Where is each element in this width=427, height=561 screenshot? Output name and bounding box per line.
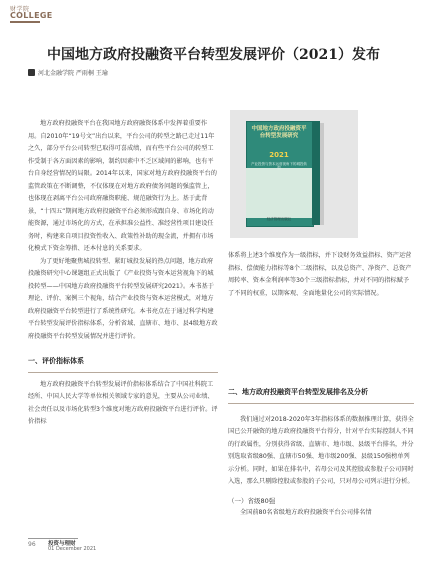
paragraph: 为了更好地聚焦城投转型、紧盯城投发展的热点问题，地方政府投融资研究中心课题组正式出版了《产业投资与资本运营视角下的城投转型——中国地方政府投融资平台转型发展研究2021》。本书基于理论、评价、案例三个视角，结合产业投资与资本运营模式，对地方政府投融资平台转型进行了系统性研究。本书亮点在于通过科学构建平台转型发展评价指标体系，分析省域、直辖市、地市、县4级地方政府投融资平台转型发展情况并进行评价。 — [28, 257, 218, 340]
section-divider — [10, 21, 40, 23]
section-heading: 二、地方政府投融资平台转型发展排名及分析 — [228, 388, 368, 396]
paragraph: 体系将上述3个维度作为一级指标，并下设财务效益指标、资产运营指标、偿债能力指标等8个二级指标，以及总资产、净资产、总资产周转率、资本金利润率等30个三级指标指标，并对不同的指标赋予了不同的权重，以期客观、全面地量化公司的实际情况。 — [228, 252, 412, 297]
right-column-section — [228, 386, 414, 520]
book-publisher: 经济管理出版社 — [266, 217, 292, 221]
book-shadow — [320, 123, 324, 225]
section-rule — [228, 403, 414, 404]
article-title: 中国地方政府投融资平台转型发展评价（2021）发布 — [47, 47, 380, 63]
book-subtitle: 产业投资与资本运营视角下的城投转型 — [251, 162, 307, 170]
book-art — [246, 168, 313, 218]
section-heading: 一、评价指标体系 — [28, 357, 84, 365]
book-title: 中国地方政府投融资平台转型发展研究 — [251, 126, 307, 139]
pen-icon — [28, 69, 35, 76]
paragraph: 地方政府投融资平台在我国地方政府融资体系中发挥着重要作用。自2010年“19号文”出台以来，平台公司的转型之路已走过11年之久，部分平台公司转型已取得可喜成绩，而有些平台公司的转型工作受制于各方面因素的影响，制约因素中不乏区域间的影响，也有平台自身经营情况的局限。2014年以来，国家对地方政府投融资平台的监管政策在不断调整，不仅体现在对地方政府债务问题的强监管上，也体现在剥离平台公司政府融资职能、规范融资行为上。基于此背景，“十四五”期间地方政府投融资平台必须形成跟自身、市场化的动能资源，通过市场化的方式，在承担准公益性、准经营性项目建设任务时，构建来自项目投资性收入、政策性补助的现金流，并拥有市场化模式下资金筹措、还本付息的关系要求。 — [28, 120, 217, 252]
book-spine — [312, 121, 320, 225]
paragraph: 全国前80名省级地方政府投融资平台公司排名情 — [240, 509, 372, 516]
paragraph: 地方政府投融资平台转型发展评价指标体系结合了中国社科院工经所、中国人民大学等单位相关领域专家的意见，主要从公司业绩、社会责任以及市场化转型3个维度对地方政府投融资平台进行评价。评价指标 — [28, 380, 218, 425]
left-column-text — [28, 118, 218, 429]
article-byline — [28, 68, 108, 77]
section-rule — [28, 372, 218, 373]
section-label-zh: 财学院 — [10, 6, 30, 13]
journal-name: 投资与理财 — [48, 541, 76, 547]
paragraph: 我们通过对2018-2020年3年指标体系的数据推理计算，获得全国已公开融资的地方政府投融资平台得分，针对平台实际控制人不同的行政属性，分别获得省级、直辖市、地市级、县级平台排名，并分别选取省级80强、直辖市50强、地市级200强、县级150强榜单列示分析。同时，如果在排名中，若母公司及其控股或参股子公司同时入选，那么只剔除控股或参股的子公司，只对母公司列示进行分析。 — [228, 415, 414, 485]
byline-text: 河北金融学院 严雨桐 王瑜 — [38, 70, 108, 77]
right-column-text — [228, 250, 414, 300]
page-number: 96 — [28, 541, 36, 548]
subheading: （一）省级80强 — [228, 496, 276, 505]
section-label-en: COLLEGE — [10, 11, 53, 20]
issue-date: 01 December 2021 — [48, 546, 97, 552]
book-year: 2021 — [269, 151, 289, 159]
